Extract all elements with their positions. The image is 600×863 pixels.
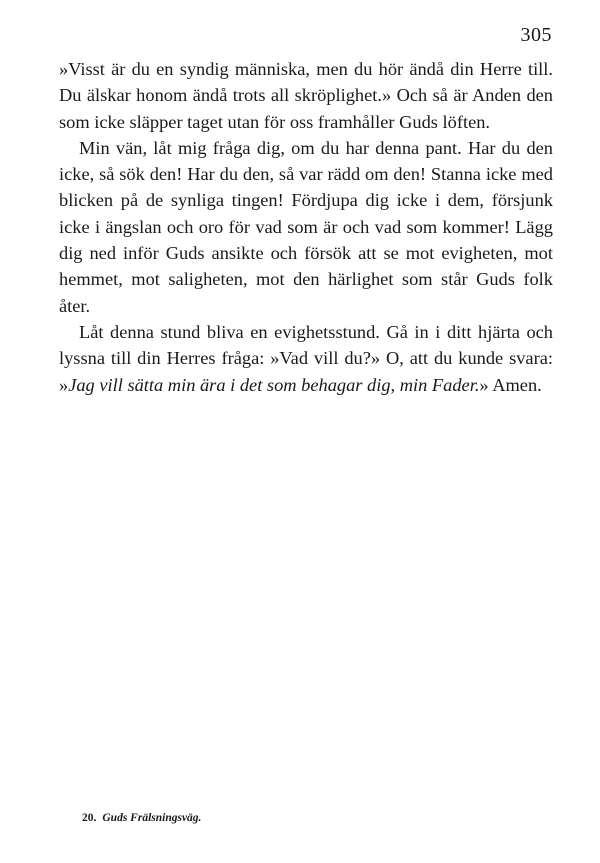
signature-title: Guds Frälsningsväg. [102,812,202,824]
paragraph-2: Min vän, låt mig fråga dig, om du har denna pant. Har du den icke, så sök den! Har du den, så var rädd om den! Stanna icke med blicken på de synliga tingen! Fördjupa dig icke i dem, försjunk icke i ängslan och oro för vad som är och vad som kommer! Lägg dig ned inför Guds ansikte och försök att se mot evigheten, mot hemmet, mot saligheten, mot den härlighet som står Guds folk åter. [59,137,553,316]
paragraph-3-ending: » Amen. [479,374,542,395]
signature-number: 20. [82,812,97,824]
signature-mark [82,812,201,824]
page-number: 305 [520,24,552,46]
paragraph-1: »Visst är du en syndig människa, men du hör ändå din Herre till. Du älskar honom ändå trots all skröplighet.» Och så är Anden den som icke släpper taget utan för oss framhåller Guds löften. [59,59,553,132]
paragraph-3 [59,319,553,398]
paragraph-3-italic-quote: Jag vill sätta min ära i det som behagar dig, min Fader. [68,374,480,395]
body-text [59,56,553,398]
paragraph-3-text: Låt denna stund bliva en evighetsstund. Gå in i ditt hjärta och lyssna till din Herres fråga: »Vad vill du?» O, att du kunde svara: » [59,321,553,395]
